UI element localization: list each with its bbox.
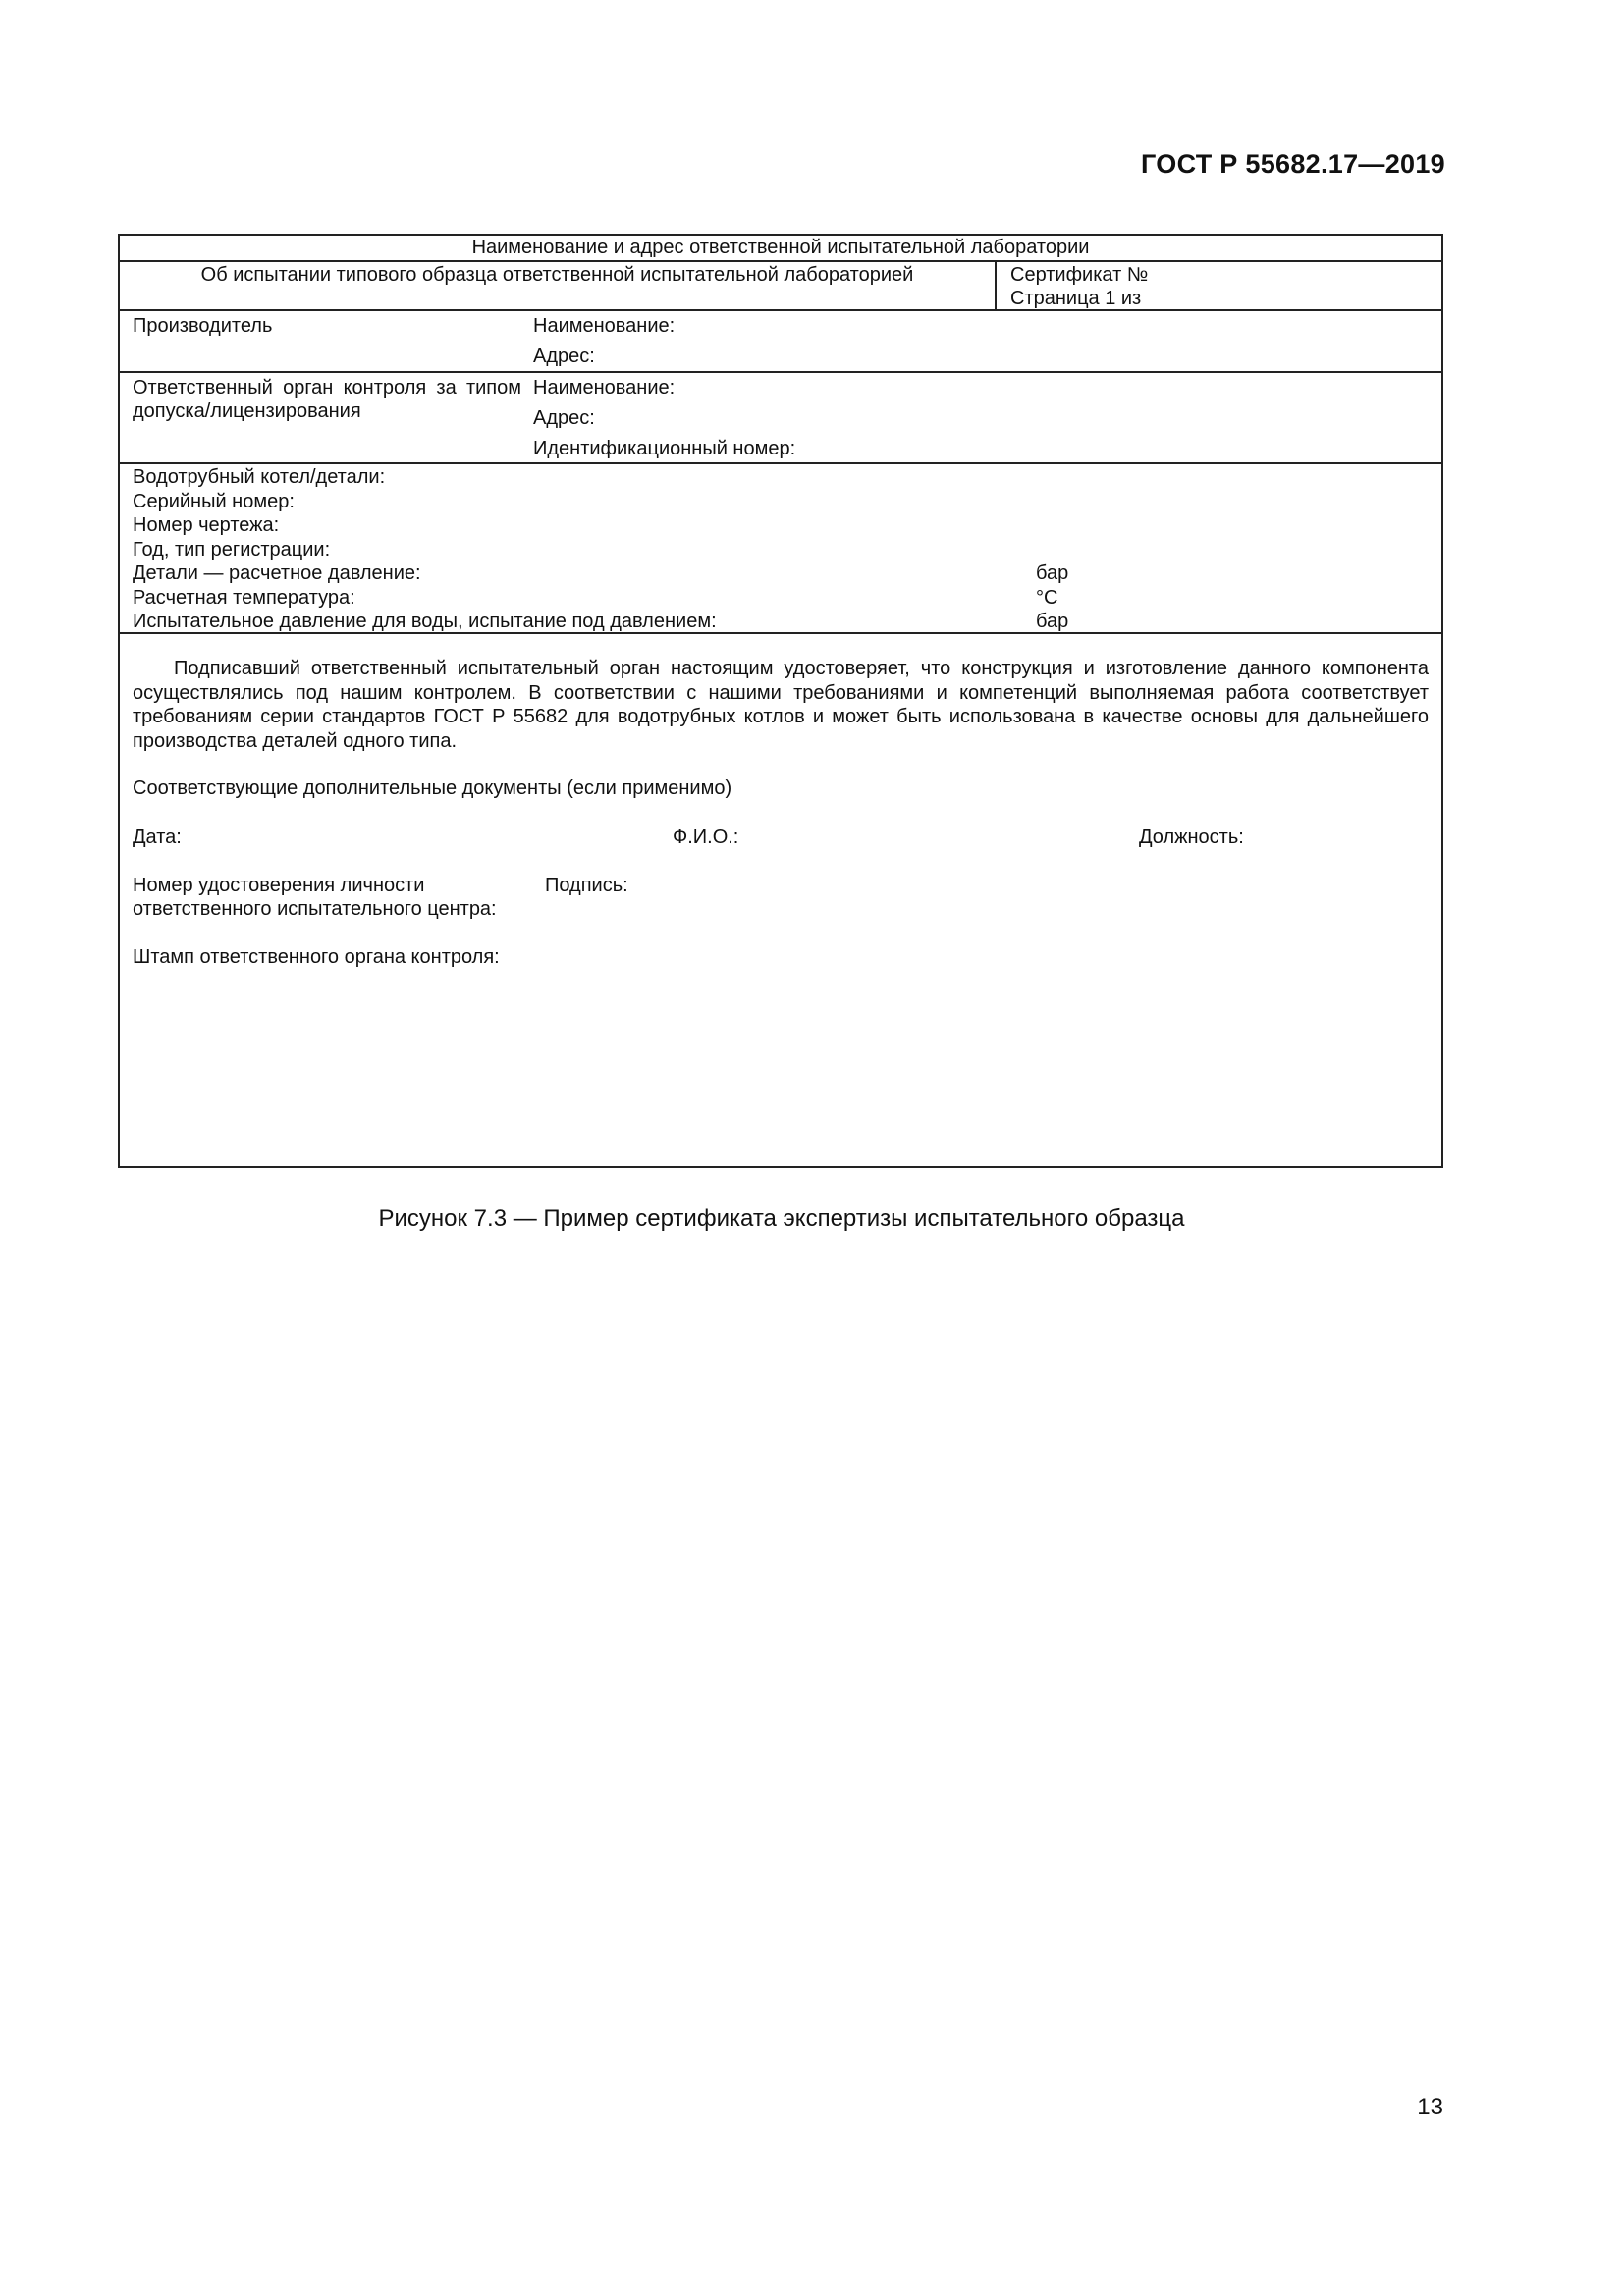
authority-row [120, 373, 1441, 464]
signature-label: Подпись: [545, 875, 628, 896]
param-label: Водотрубный котел/детали: [133, 466, 386, 488]
authority-name-label: Наименование: [533, 377, 676, 399]
manufacturer-name-label: Наименование: [533, 315, 676, 337]
param-row [133, 586, 1441, 611]
param-unit [1036, 513, 1441, 538]
test-row [120, 262, 1441, 311]
authority-id-label: Идентификационный номер: [533, 438, 796, 459]
manufacturer-address-label: Адрес: [533, 346, 595, 367]
param-unit [1036, 465, 1441, 490]
position-label: Должность: [1139, 827, 1244, 848]
param-label: Детали — расчетное давление: [133, 562, 421, 584]
stamp-label: Штамп ответственного органа контроля: [133, 946, 500, 968]
param-label: Расчетная температура: [133, 586, 355, 609]
param-row [133, 610, 1441, 634]
manufacturer-row [120, 311, 1441, 373]
signature-row [133, 826, 1429, 849]
form-title: Наименование и адрес ответственной испытательной лаборатории [120, 236, 1441, 262]
test-statement: Об испытании типового образца ответственной испытательной лабораторией [120, 262, 997, 309]
page-label: Страница 1 из [1010, 288, 1142, 309]
param-unit [1036, 490, 1441, 514]
id-number-label: Номер удостоверения личности ответственного испытательного центра: [133, 875, 497, 920]
param-unit: °С [1036, 586, 1058, 609]
param-label: Серийный номер: [133, 490, 295, 512]
attestation-statement: Подписавший ответственный испытательный орган настоящим удостоверяет, что конструкция и изготовление данного компонента осуществлялись под нашим контролем. В соответствии с нашими требованиями и компетенций выполняемая работа соответствует требованиям серии стандартов ГОСТ Р 55682 для водотрубных котлов и может быть использована в качестве основы для дальнейшего производства деталей одного типа. [133, 658, 1429, 752]
parameters-block [120, 464, 1441, 634]
param-row [133, 538, 1441, 562]
additional-docs-label: Соответствующие дополнительные документы (если применимо) [133, 777, 732, 799]
fio-label: Ф.И.О.: [673, 827, 739, 848]
manufacturer-label: Производитель [133, 315, 273, 337]
param-label: Испытательное давление для воды, испытание под давлением: [133, 611, 717, 632]
manufacturer-values [533, 311, 1441, 371]
authority-label: Ответственный орган контроля за типом допуска/лицензирования [133, 377, 521, 422]
param-label: Год, тип регистрации: [133, 538, 331, 561]
certificate-cell [997, 262, 1441, 309]
param-row [133, 513, 1441, 538]
certificate-label: Сертификат № [1010, 264, 1149, 286]
page-number: 13 [1417, 2094, 1443, 2120]
certificate-form [118, 234, 1443, 1168]
authority-values [533, 373, 1441, 462]
figure-caption: Рисунок 7.3 — Пример сертификата экспертизы испытательного образца [378, 1205, 1185, 1232]
param-unit: бар [1036, 562, 1069, 584]
param-label: Номер чертежа: [133, 514, 280, 536]
date-label: Дата: [133, 827, 182, 848]
param-row [133, 465, 1441, 490]
param-unit [1036, 538, 1441, 562]
param-row [133, 490, 1441, 514]
id-row [133, 874, 1429, 921]
param-unit: бар [1036, 611, 1069, 632]
authority-address-label: Адрес: [533, 407, 595, 429]
attestation-section [120, 634, 1441, 1587]
standard-header: ГОСТ Р 55682.17—2019 [1141, 149, 1445, 179]
param-row [133, 561, 1441, 586]
